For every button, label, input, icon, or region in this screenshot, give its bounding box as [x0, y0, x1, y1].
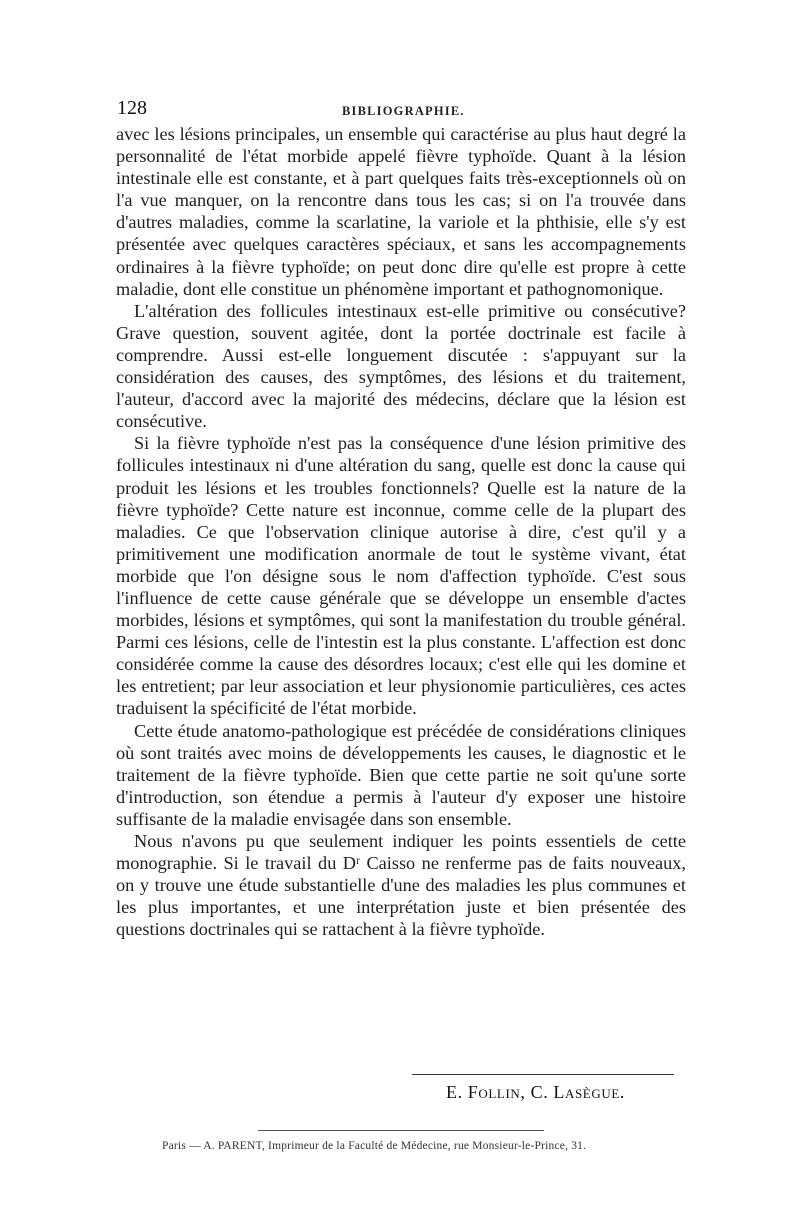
body-text	[116, 123, 686, 940]
printer-imprint: Paris — A. PARENT, Imprimeur de la Faculté de Médecine, rue Monsieur-le-Prince, 31.	[162, 1140, 587, 1152]
signature: E. Follin, C. Lasègue.	[446, 1082, 625, 1102]
signature-divider	[412, 1074, 674, 1075]
paragraph-1: avec les lésions principales, un ensemble qui caractérise au plus haut degré la personnalité de l'état morbide appelé fièvre typhoïde. Quant à la lésion intestinale elle est constante, et à part quelques faits très-exceptionnels où on l'a vue manquer, on la rencontre dans tous les cas; si on l'a trouvée dans d'autres maladies, comme la scarlatine, la variole et la phthisie, elle s'y est présentée avec quelques caractères spéciaux, et sans les accompagnements ordinaires à la fièvre typhoïde; on peut donc dire qu'elle est propre à cette maladie, dont elle constitue un phénomène important et pathognomonique.	[116, 124, 686, 299]
paragraph-5: Nous n'avons pu que seulement indiquer les points essentiels de cette monographie. Si le travail du Dʳ Caisso ne renferme pas de faits nouveaux, on y trouve une étude substantielle d'une des maladies les plus communes et les plus importantes, et une interprétation juste et bien présentée des questions doctrinales qui se rattachent à la fièvre typhoïde.	[116, 831, 686, 940]
footer-divider	[258, 1130, 544, 1131]
paragraph-4: Cette étude anatomo-pathologique est précédée de considérations cliniques où sont traités avec moins de développements les causes, le diagnostic et le traitement de la fièvre typhoïde. Bien que cette partie ne soit qu'une sorte d'introduction, son étendue a permis à l'auteur d'y exposer une histoire suffisante de la maladie envisagée dans son ensemble.	[116, 720, 686, 829]
paragraph-2: L'altération des follicules intestinaux est-elle primitive ou consécutive? Grave question, souvent agitée, dont la portée doctrinale est facile à comprendre. Aussi est-elle longuement discutée : s'appuyant sur la considération des causes, des symptômes, des lésions et du traitement, l'auteur, d'accord avec la majorité des médecins, déclare que la lésion est consécutive.	[116, 300, 686, 432]
page-number: 128	[117, 97, 147, 119]
running-title: BIBLIOGRAPHIE.	[342, 104, 465, 118]
paragraph-3: Si la fièvre typhoïde n'est pas la conséquence d'une lésion primitive des follicules intestinaux ni d'une altération du sang, quelle est donc la cause qui produit les lésions et les troubles fonctionnels? Quelle est la nature de la fièvre typhoïde? Cette nature est inconnue, comme celle de la plupart des maladies. Ce que l'observation clinique autorise à dire, c'est qu'il y a primitivement une modification anormale de tout le système vivant, état morbide que l'on désigne sous le nom d'affection typhoïde. C'est sous l'influence de cette cause générale que se développe un ensemble d'actes morbides, lésions et symptômes, qui sont la manifestation du trouble général. Parmi ces lésions, celle de l'intestin est la plus constante. L'affection est donc considérée comme la cause des désordres locaux; c'est elle qui les domine et les entretient; par leur association et leur physionomie particulières, ces actes traduisent la spécificité de l'état morbide.	[116, 433, 686, 719]
